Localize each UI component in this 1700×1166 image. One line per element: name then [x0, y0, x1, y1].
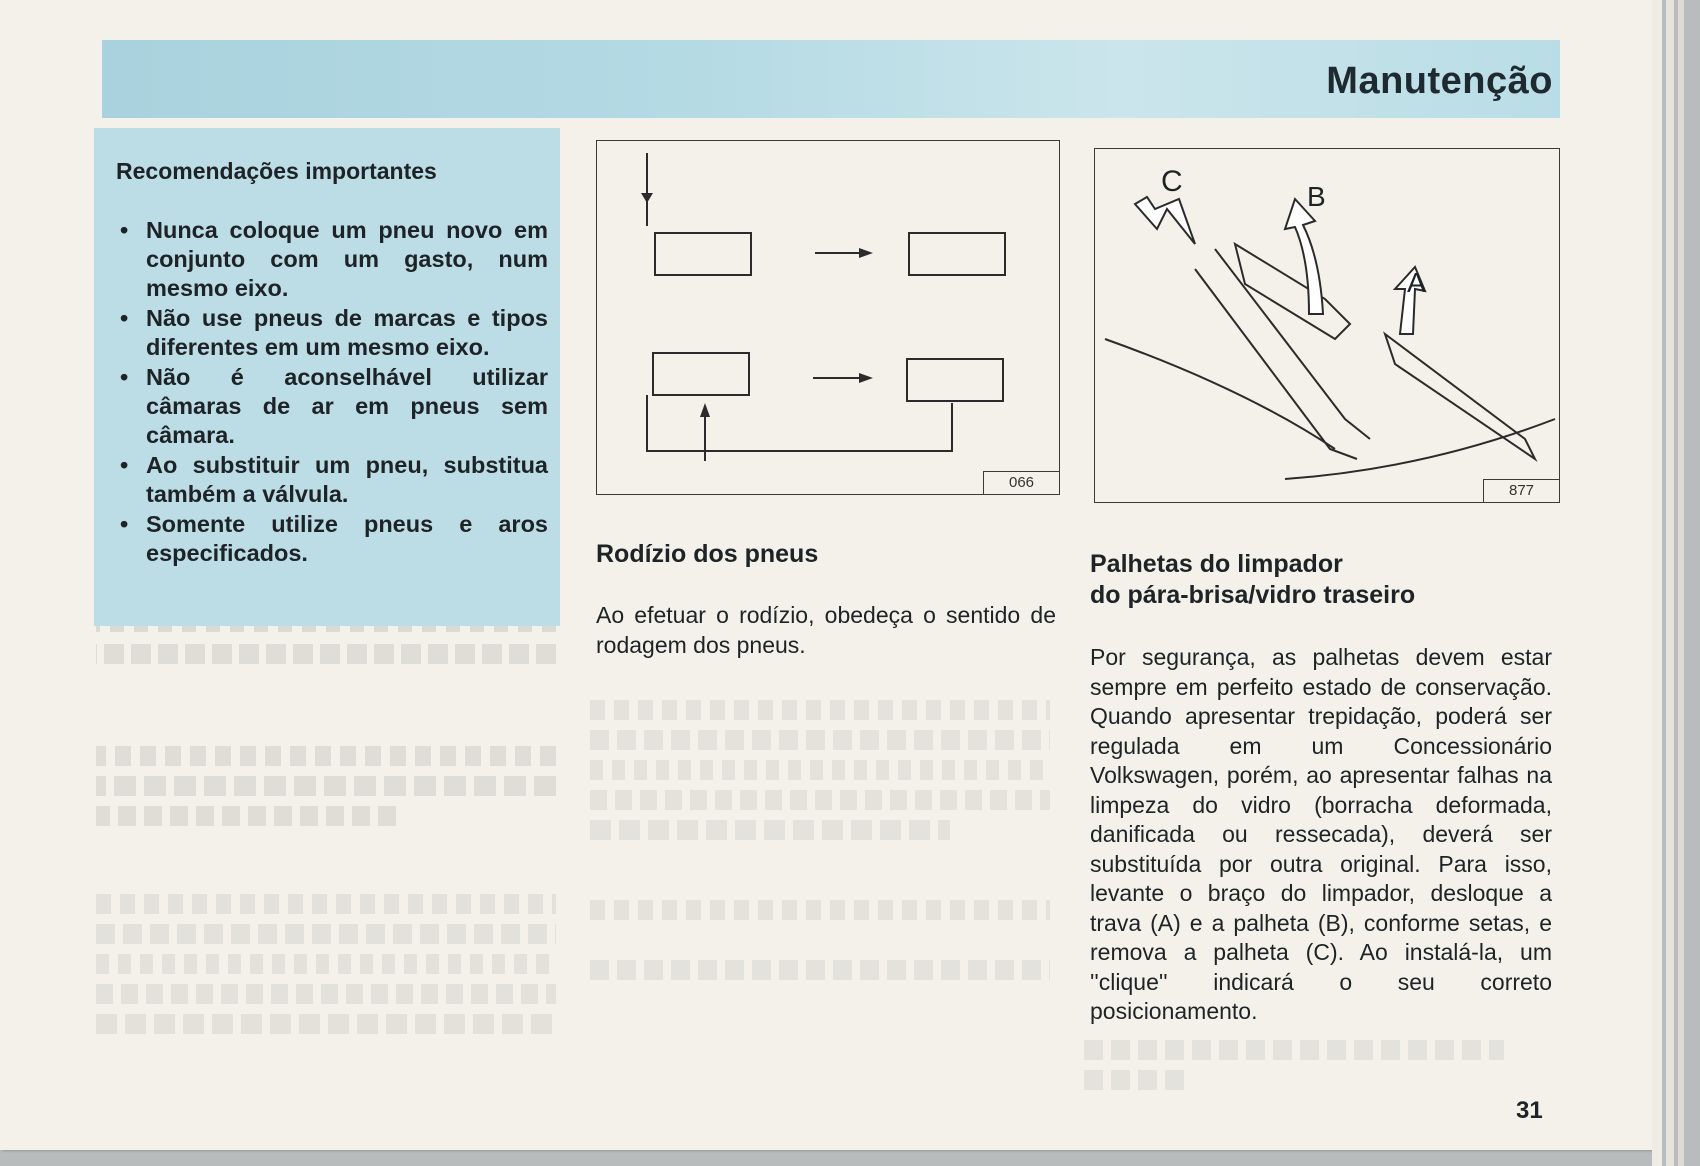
arrow-b: [1285, 199, 1323, 314]
wiper-clip: [1235, 244, 1350, 339]
tire-rotation-diagram: [597, 141, 1059, 494]
arrowhead: [859, 373, 873, 383]
arrowhead: [641, 193, 653, 203]
wiper-arm: [1195, 249, 1370, 459]
arrowhead: [859, 248, 873, 258]
recommendations-list: [116, 216, 548, 569]
page-edge: [1652, 0, 1662, 1166]
label-c: C: [1161, 165, 1183, 198]
list-item: • Ao substituir um pneu, substitua também a válvula.: [120, 452, 548, 507]
figure-number: 877: [1483, 479, 1559, 502]
tire-rotation-figure: [596, 140, 1060, 495]
wiper-text: Por segurança, as palhetas devem estar sempre em perfeito estado de conservação. Quando apresentar trepidação, poderá ser regulada em um Concessionário Volkswagen, porém, ao apresentar falhas na limpeza do vidro (borracha deformada, danificada ou ressecada), deverá ser substituída por outra original. Para isso, levante o braço do limpador, desloque a trava (A) e a palheta (B), conforme setas, e remova a palheta (C). Ao instalá-la, um ''clique'' indicará o seu correto posicionamento.: [1090, 644, 1552, 1024]
rotation-path-left: [647, 395, 952, 451]
list-item: • Somente utilize pneus e aros especificados.: [120, 511, 548, 566]
wiper-figure: [1094, 148, 1560, 503]
wiper-title-line2: do pára-brisa/vidro traseiro: [1090, 581, 1416, 609]
page-number: 31: [1516, 1097, 1543, 1124]
tire-front-left: [655, 233, 751, 275]
label-a: A: [1407, 267, 1426, 298]
list-item: • Não é aconselhável utilizar câmaras de ar em pneus sem câmara.: [120, 364, 548, 448]
wiper-diagram: [1095, 149, 1559, 502]
rotation-text: Ao efetuar o rodízio, obedeça o sentido de rodagem dos pneus.: [596, 602, 1056, 658]
wiper-blade: [1385, 334, 1535, 459]
tire-front-right: [909, 233, 1005, 275]
windshield-line: [1105, 339, 1555, 479]
figure-number: 066: [983, 471, 1059, 494]
list-item: • Nunca coloque um pneu novo em conjunto com um gasto, num mesmo eixo.: [120, 217, 548, 301]
page-edge: [1666, 0, 1674, 1166]
section-title: Manutenção: [1326, 60, 1553, 102]
list-item: • Não use pneus de marcas e tipos diferentes em um mesmo eixo.: [120, 305, 548, 360]
tire-rear-right: [907, 359, 1003, 401]
tire-rear-left: [653, 353, 749, 395]
recommendations-title: Recomendações importantes: [116, 158, 437, 184]
wiper-title-line1: Palhetas do limpador: [1090, 550, 1343, 578]
arrowhead: [700, 403, 710, 417]
page-edge: [1678, 0, 1684, 1166]
arrow-c: [1135, 197, 1195, 244]
label-b: B: [1307, 181, 1326, 212]
rotation-title: Rodízio dos pneus: [596, 540, 819, 568]
